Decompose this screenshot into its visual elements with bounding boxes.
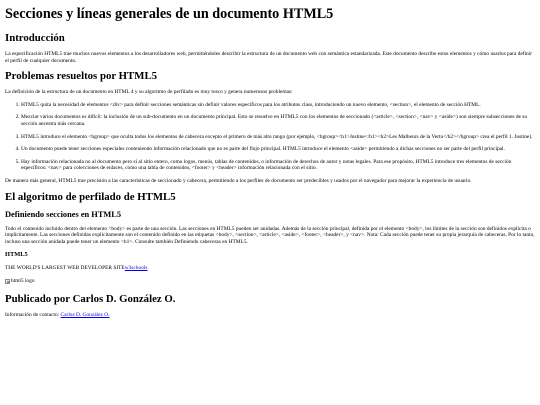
list-item: 1. HTML5 quita la necesidad de elementos <div> para definir secciones semánticas sin definir valores específicos para los atributos class, introduciendo un nuevo elemento, <section>, el elemento de sección HTML. [21, 102, 535, 109]
contact-label: Información de contacto: [5, 311, 61, 318]
author-heading: Publicado por Carlos D. González O. [5, 292, 176, 305]
author-contact-link[interactable]: Carlos D. González O. [60, 311, 110, 318]
list-item: 3. HTML5 introduce el elemento <hgroup> que oculta todos los elementos de cabecera excepto el primero de más alto rango (por ejemplo, <hgroup><h1>Justine</h1><h2>Les Malheurs de la Vertu</h2></hgroup> crea el perfil 1. Justine). [21, 134, 535, 141]
tagline-text: THE WORLD'S LARGEST WEB DEVELOPER SITE [5, 265, 125, 272]
broken-image-icon [5, 279, 10, 284]
algorithm-section [5, 191, 535, 246]
html5-logo-image [5, 278, 535, 285]
problems-section [5, 70, 535, 184]
intro-paragraph: La especificación HTML5 trae muchos nuevos elementos a los desarrolladores web, permitiéndoles describir la estructura de un documento web con semántica estandarizada. Este documento describe estos elementos y cómo usarlos para definir el perfil de cualquier documento. [5, 51, 533, 64]
list-item: 4. Un documento puede tener secciones especiales conteniendo información relacionado que no es parte del flujo principal. HTML5 introduce el elemento <aside> permitiendo a dichas secciones no ser parte del perfil principal. [21, 146, 535, 153]
html5-tagline [5, 265, 535, 272]
html5-block [5, 251, 535, 285]
author-contact [5, 312, 535, 319]
list-item: 5. Hay información relacionada no al documento pero sí al sitio entero, como logos, menús, tablas de contenidos, o información de derechos de autor y notas legales. Para ese propósito, HTML5 introduce tres elementos de sección específicos: <nav> para colecciones de enlaces, como una tabla de contenidos, <footer> y <header> información relacionada con el sitio. [21, 159, 535, 172]
list-item: 2. Mezclar varios documentos es difícil: la inclusión de un sub-documento en un documento principal. Esto se resuelve en HTML5 con los elementos de seccionado (<article>, <section>, <nav> y <aside>) son siempre subsecciones de su sección ancestra más cercana. [21, 114, 535, 127]
algorithm-heading: El algoritmo de perfilado de HTML5 [5, 190, 176, 203]
author-section [5, 293, 535, 319]
page-title: Secciones y líneas generales de un documento HTML5 [5, 6, 334, 22]
algorithm-paragraph: Todo el contenido incluido dentro del elemento <body> es parte de una sección. Las secciones en HTML5 pueden ser anidadas. Además de la sección principal, definida por el elemento <body>, los límites de la sección son definidos explícita o implícitamente. Las secciones definidas explícitamente son el contenido definido en las etiquetas <body>, <section>, <article>, <aside>, <footer>, <header>, y <nav>. Nota: Cada sección puede tener su propia jerarquía de cabeceras. Por lo tanto, incluso una sección anidada puede tener un elemento <h1>. Consulte también Definiendo cabeceras en HTML5. [5, 225, 535, 245]
html5-heading: HTML5 [5, 251, 28, 259]
html5-logo-alt-text: html5 logo [11, 277, 35, 284]
problems-closing: De manera más general, HTML5 trae precisión a las características de seccionado y cabecera, permitiendo a los perfiles de documento ser predecibles y usados por el navegador para mejorar la experiencia de usuario. [5, 177, 472, 184]
intro-section [5, 32, 535, 64]
problems-list [5, 102, 535, 172]
intro-heading: Introducción [5, 32, 65, 44]
problems-intro: La definición de la estructura de un documento en HTML 4 y su algoritmo de perfilado es muy tosco y genera numerosos problemas: [5, 89, 293, 96]
algorithm-subheading: Definiendo secciones en HTML5 [5, 209, 122, 219]
w3schools-link[interactable]: w3schools [124, 265, 148, 272]
problems-heading: Problemas resueltos por HTML5 [5, 70, 158, 83]
